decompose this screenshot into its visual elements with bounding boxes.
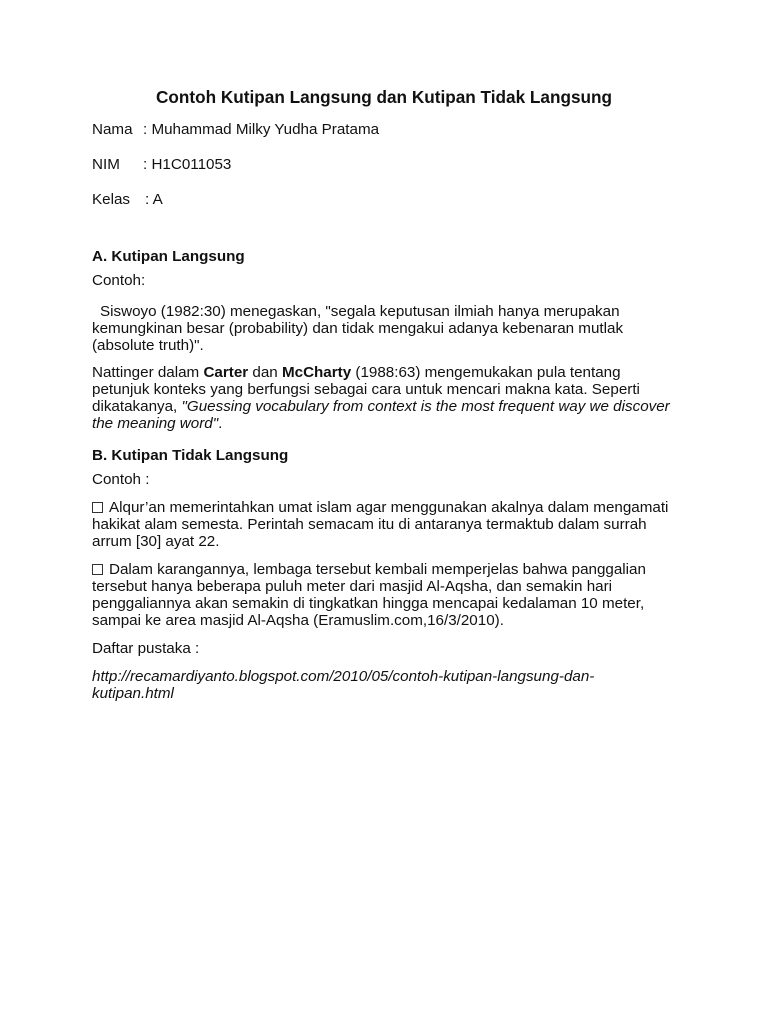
info-row-nim [92,156,676,173]
paragraph-2-text-3: (1988:63) mengemukakan pula tentang petunjuk konteks yang berfungsi sebagai cara untuk mencari makna kata. Seperti dikatakanya, [92,364,640,415]
kelas-label: Kelas [92,191,130,208]
bullet-2-text: Dalam karangannya, lembaga tersebut kembali memperjelas bahwa panggalian tersebut hanya beberapa puluh meter dari masjid Al-Aqsha, dan semakin hari penggaliannya akan semakin di tingkatkan hingga mencapai kedalaman 10 meter, sampai ke area masjid Al-Aqsha (Eramuslim.com,16/3/2010). [92,561,646,629]
section-a-heading: A. Kutipan Langsung [92,248,245,265]
nama-value: : Muhammad Milky Yudha Pratama [143,121,380,138]
info-row-nama [92,121,676,138]
bibliography-label: Daftar pustaka : [92,640,200,657]
section-a-example-label: Contoh: [92,272,146,289]
info-row-kelas [92,191,676,208]
bibliography-link[interactable]: http://recamardiyanto.blogspot.com/2010/05/contoh-kutipan-langsung-dan-kutipan.html [92,668,595,702]
bullet-box-icon [92,564,103,575]
section-a-paragraph-1: Siswoyo (1982:30) menegaskan, "segala keputusan ilmiah hanya merupakan kemungkinan besar (probability) dan tidak mengakui adanya kebenaran mutlak (absolute truth)". [92,303,624,354]
nim-label: NIM [92,156,120,173]
bullet-1-text: Alqur’an memerintahkan umat islam agar menggunakan akalnya dalam mengamati hakikat alam semesta. Perintah semacam itu di antaranya termaktub dalam surrah arrum [30] ayat 22. [92,499,669,550]
section-a-paragraph-2 [92,364,676,432]
english-quote: "Guessing vocabulary from context is the most frequent way we discover the meaning word" [92,398,670,432]
kelas-value: : A [145,191,163,208]
section-b-bullet-1 [92,499,676,550]
author-carter: Carter [203,364,249,381]
nama-label: Nama [92,121,133,138]
paragraph-2-text-2: dan [248,364,282,381]
author-mccharty: McCharty [281,364,352,381]
nim-value: : H1C011053 [143,156,232,173]
section-b-heading: B. Kutipan Tidak Langsung [92,447,289,464]
document-title: Contoh Kutipan Langsung dan Kutipan Tidak Langsung [155,87,613,107]
section-b-example-label: Contoh : [92,471,150,488]
paragraph-2-end: . [218,415,223,432]
bullet-box-icon [92,502,103,513]
paragraph-2-text-1: Nattinger dalam [92,364,204,381]
section-b-bullet-2 [92,561,676,629]
